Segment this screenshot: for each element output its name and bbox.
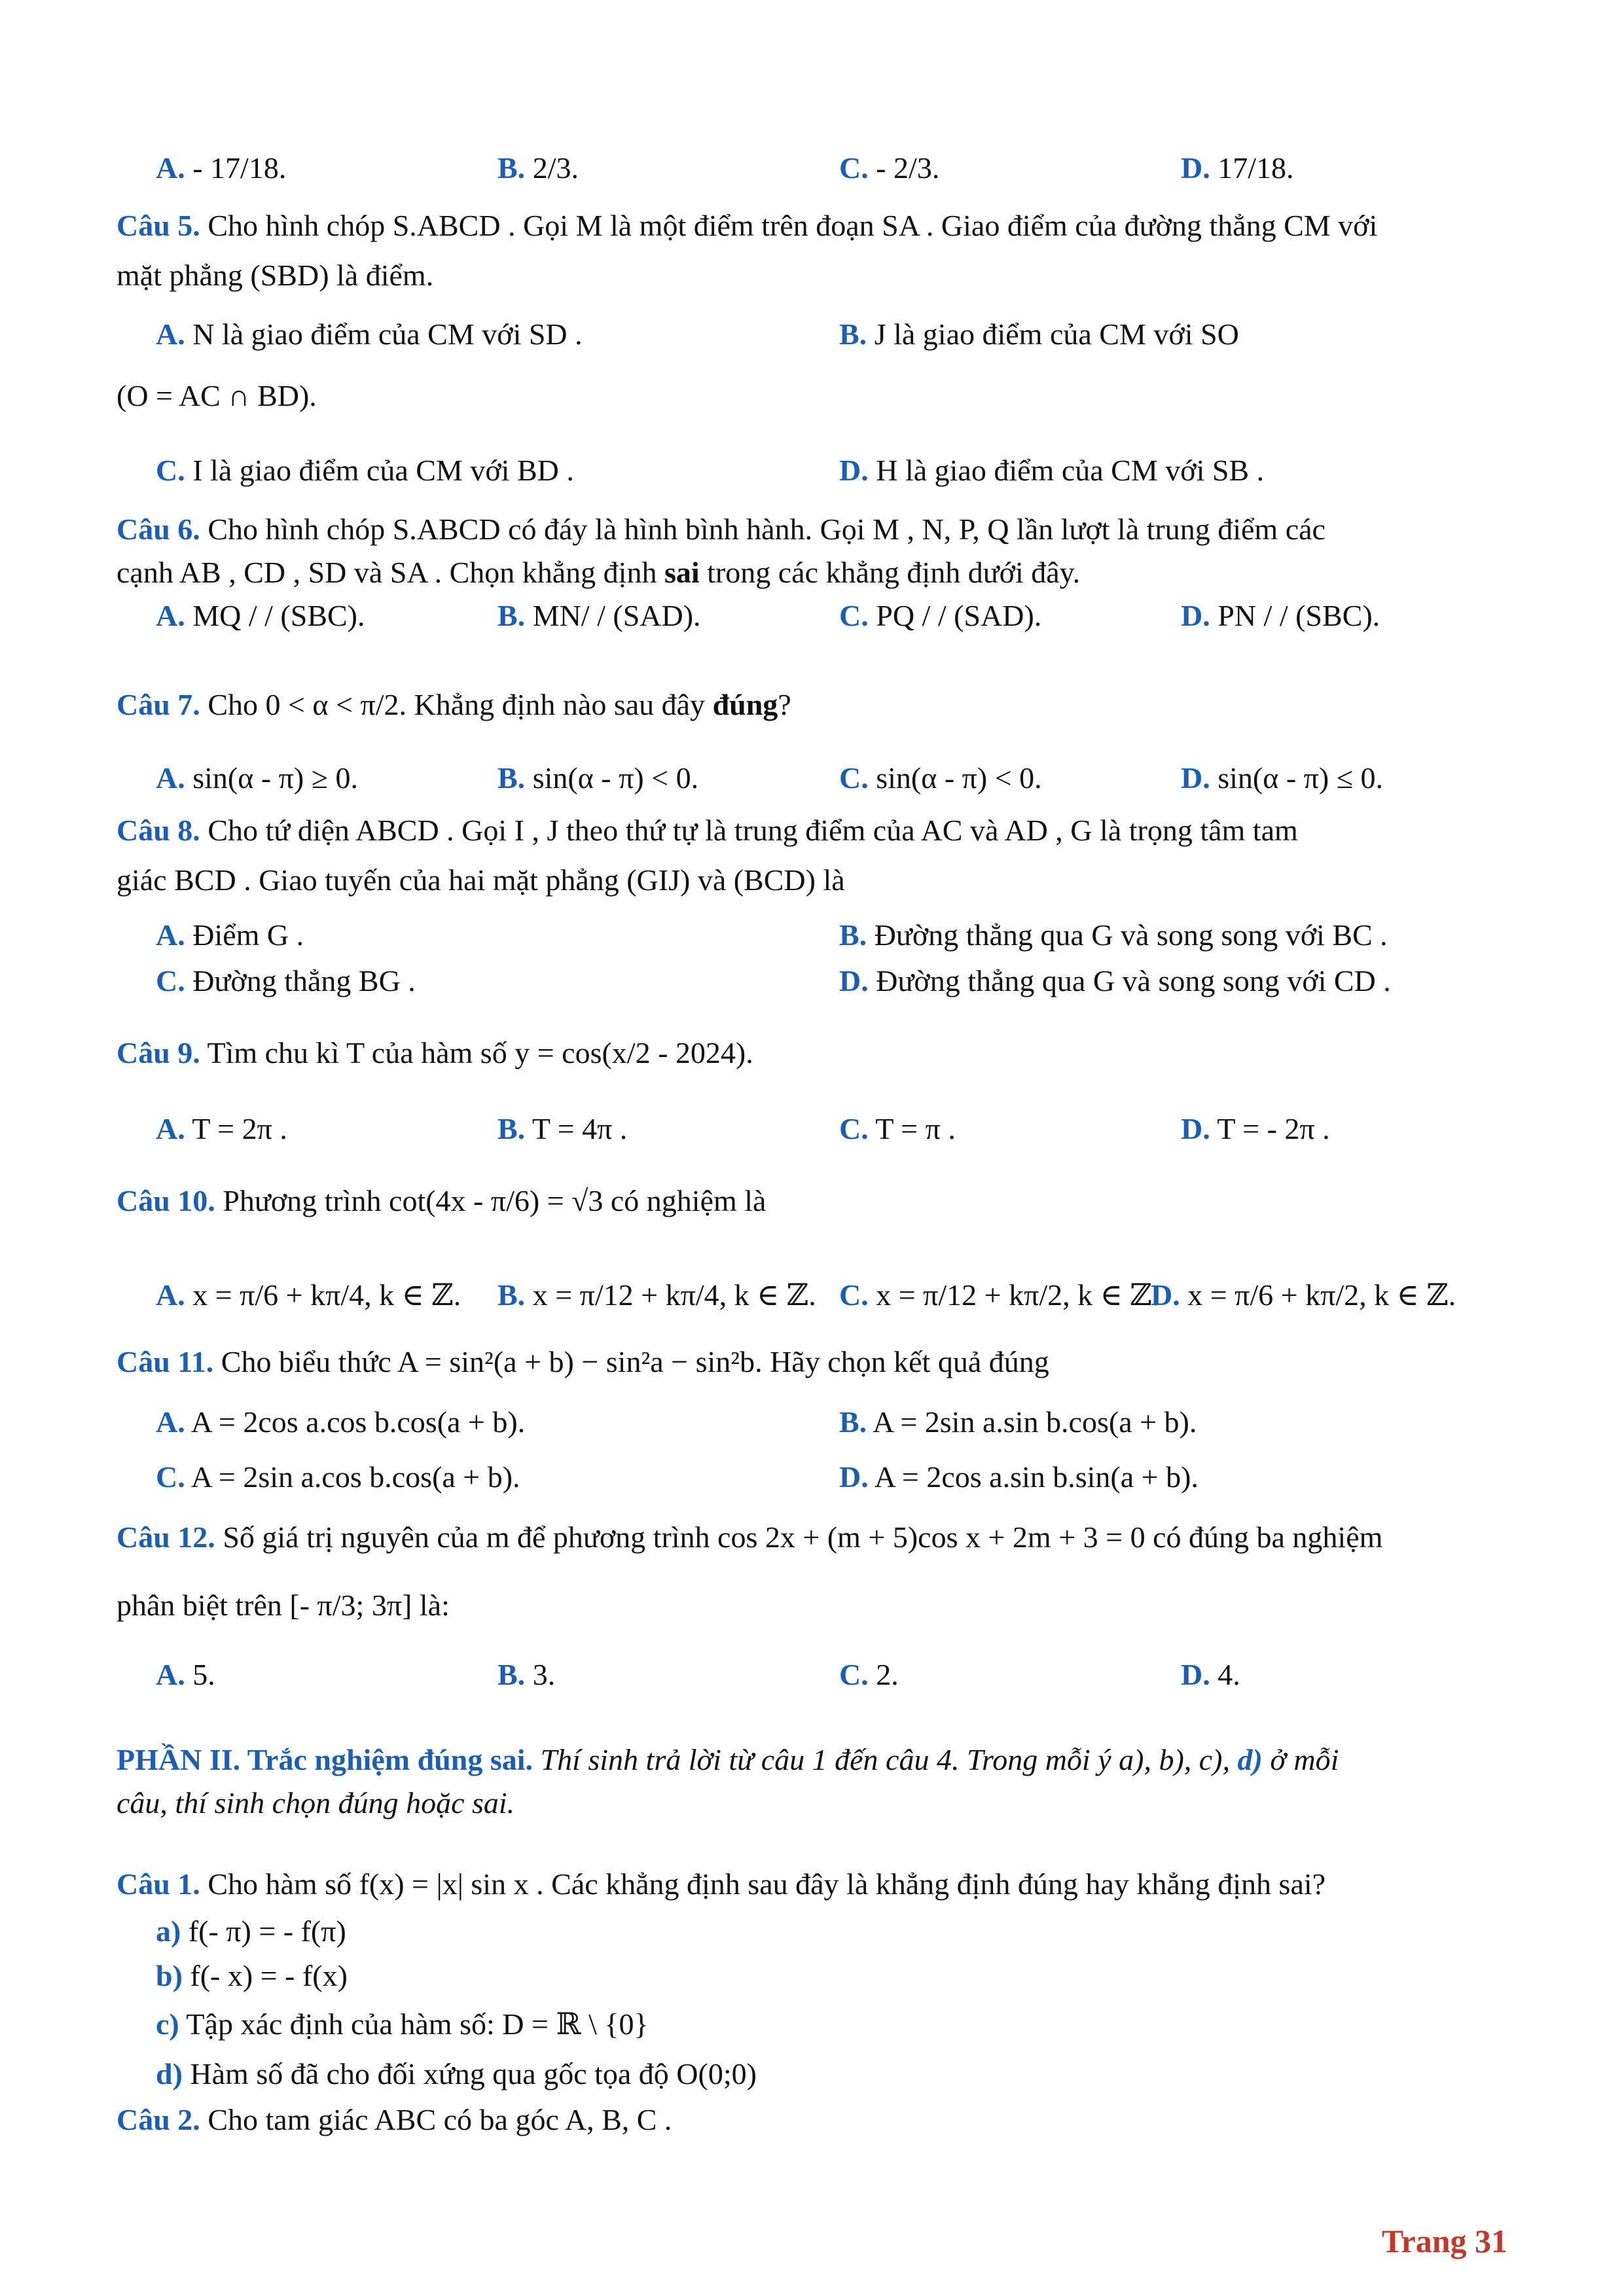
- option-text: 17/18.: [1218, 151, 1294, 185]
- emphasis: sai: [664, 556, 700, 589]
- question-text: Cho tứ diện ABCD . Gọi I , J theo thứ tự là trung điểm của AC và AD , G là trọng tâm tam: [208, 814, 1298, 847]
- option-label: A.: [156, 1658, 185, 1691]
- q11-line1: [117, 1343, 1507, 1381]
- option-label: D.: [839, 964, 869, 997]
- option-label: B.: [839, 317, 867, 351]
- q12-line1: [117, 1518, 1507, 1556]
- option-text: sin(α - π) ≥ 0.: [192, 761, 358, 795]
- option-text: x = π/12 + kπ/4, k ∈ ℤ.: [532, 1278, 816, 1312]
- option-text: Đường thẳng qua G và song song với BC .: [874, 918, 1388, 952]
- option-label: B.: [839, 918, 867, 952]
- q7-line1: [117, 686, 1507, 724]
- question-text: Cho tam giác ABC có ba góc A, B, C .: [208, 2103, 672, 2136]
- question-number: Câu 8.: [117, 814, 200, 847]
- option-text: x = π/6 + kπ/4, k ∈ ℤ.: [192, 1278, 461, 1312]
- option-label: A.: [156, 761, 185, 795]
- option-label: C.: [156, 454, 185, 487]
- option-text: 4.: [1218, 1658, 1240, 1691]
- option-label: D.: [1151, 1278, 1180, 1312]
- option-label: A.: [156, 1112, 185, 1145]
- option-text: MN/ / (SAD).: [532, 599, 701, 632]
- option-text: PQ / / (SAD).: [876, 599, 1042, 632]
- option-text: A = 2sin a.sin b.cos(a + b).: [873, 1405, 1197, 1439]
- option-label: D.: [839, 454, 869, 487]
- option-text: 5.: [192, 1658, 215, 1691]
- part2-header: [117, 1741, 1507, 1779]
- question-text: Số giá trị nguyên của m để phương trình cos 2x + (m + 5)cos x + 2m + 3 = 0 có đúng ba nghiệm: [223, 1520, 1383, 1554]
- item-label: d): [156, 2057, 183, 2090]
- option-label: D.: [1181, 599, 1210, 632]
- q8-line1: [117, 812, 1507, 850]
- option-text: sin(α - π) < 0.: [532, 761, 699, 795]
- option-label: D.: [1181, 1112, 1210, 1145]
- page-number: Trang 31: [1381, 2223, 1507, 2259]
- p2q1-item-d: [156, 2055, 1507, 2093]
- option-label: A.: [156, 1405, 185, 1439]
- q8-line2: giác BCD . Giao tuyến của hai mặt phẳng (GIJ) và (BCD) là: [117, 863, 845, 897]
- option-label: B.: [497, 1278, 526, 1312]
- option-label: D.: [839, 1460, 869, 1494]
- question-text: Tìm chu kì T của hàm số y = cos(x/2 - 2024).: [207, 1036, 753, 1069]
- text-part: trong các khẳng định dưới đây.: [699, 556, 1081, 589]
- option-text: T = - 2π .: [1217, 1112, 1330, 1145]
- question-text: Cho hình chóp S.ABCD . Gọi M là một điểm trên đoạn SA . Giao điểm của đường thẳng CM với: [208, 209, 1378, 242]
- p2q1-item-c: [156, 2005, 1507, 2043]
- item-label: a): [156, 1914, 181, 1948]
- option-text: A = 2cos a.cos b.cos(a + b).: [190, 1405, 526, 1439]
- question-number: Câu 5.: [117, 209, 200, 242]
- option-label: D.: [1181, 1658, 1210, 1691]
- option-label: A.: [156, 317, 185, 351]
- option-text: T = 4π .: [532, 1112, 628, 1145]
- p2q1-line1: [117, 1865, 1507, 1903]
- option-label: B.: [497, 761, 526, 795]
- option-text: PN / / (SBC).: [1218, 599, 1380, 632]
- q10-line1: [117, 1182, 1507, 1220]
- option-label: B.: [497, 1112, 526, 1145]
- q5-line2: mặt phẳng (SBD) là điểm.: [117, 259, 434, 292]
- option-text: A = 2cos a.sin b.sin(a + b).: [874, 1460, 1199, 1494]
- question-text: Cho hình chóp S.ABCD có đáy là hình bình hành. Gọi M , N, P, Q lần lượt là trung điểm các: [208, 512, 1326, 546]
- option-text: x = π/12 + kπ/2, k ∈ ℤ.: [876, 1278, 1160, 1312]
- option-text: I là giao điểm của CM với BD .: [192, 454, 574, 487]
- option-label: A.: [156, 1278, 185, 1312]
- option-text: N là giao điểm của CM với SD .: [192, 317, 583, 351]
- option-label: B.: [497, 151, 526, 185]
- q5-line1: [117, 207, 1507, 245]
- option-label: D.: [1181, 151, 1210, 185]
- question-number: Câu 2.: [117, 2103, 200, 2136]
- question-text: Cho hàm số f(x) = |x| sin x . Các khẳng định sau đây là khẳng định đúng hay khẳng định sai?: [208, 1867, 1326, 1901]
- question-text: Cho 0 < α < π/2. Khẳng định nào sau đây: [208, 688, 713, 721]
- option-text: T = π .: [875, 1112, 956, 1145]
- option-label: C.: [156, 964, 185, 997]
- option-label: C.: [839, 599, 869, 632]
- option-label: B.: [497, 1658, 526, 1691]
- option-label: C.: [156, 1460, 185, 1494]
- option-text: A = 2sin a.cos b.cos(a + b).: [190, 1460, 520, 1494]
- item-text: f(- x) = - f(x): [190, 1959, 348, 1992]
- option-text: Điểm G .: [192, 918, 304, 952]
- option-text: Đường thẳng qua G và song song với CD .: [876, 964, 1391, 997]
- question-number: Câu 10.: [117, 1184, 215, 1217]
- option-label: B.: [839, 1405, 867, 1439]
- option-label: A.: [156, 151, 185, 185]
- item-label: b): [156, 1959, 183, 1992]
- question-text: Phương trình cot(4x - π/6) = √3 có nghiệm là: [223, 1184, 767, 1217]
- question-number: Câu 12.: [117, 1520, 215, 1554]
- option-text: sin(α - π) ≤ 0.: [1218, 761, 1383, 795]
- question-number: Câu 7.: [117, 688, 200, 721]
- p2q1-item-b: [156, 1957, 1507, 1995]
- p2q1-item-a: [156, 1912, 1507, 1950]
- text-part: cạnh AB , CD , SD và SA . Chọn khẳng định: [117, 556, 664, 589]
- option-label: C.: [839, 1112, 869, 1145]
- option-text: H là giao điểm của CM với SB .: [876, 454, 1265, 487]
- question-text: Cho biểu thức A = sin²(a + b) − sin²a − sin²b. Hãy chọn kết quả đúng: [221, 1345, 1049, 1378]
- option-text: 2.: [876, 1658, 899, 1691]
- text-part: ?: [778, 688, 791, 721]
- option-label: C.: [839, 151, 869, 185]
- part2-desc-line2: câu, thí sinh chọn đúng hoặc sai.: [117, 1786, 515, 1820]
- option-label: A.: [156, 599, 185, 632]
- option-label: A.: [156, 918, 185, 952]
- item-text: f(- π) = - f(π): [188, 1914, 346, 1948]
- q6-line2: [117, 554, 1507, 592]
- item-label: c): [156, 2007, 179, 2041]
- option-text: MQ / / (SBC).: [192, 599, 365, 632]
- item-text: Tập xác định của hàm số: D = ℝ \ {0}: [186, 2007, 649, 2041]
- option-label: C.: [839, 1658, 869, 1691]
- question-number: Câu 6.: [117, 512, 200, 546]
- item-text: Hàm số đã cho đối xứng qua gốc tọa độ O(0;0): [190, 2057, 757, 2090]
- option-label: C.: [839, 1278, 869, 1312]
- section-title: PHẦN II. Trắc nghiệm đúng sai.: [117, 1743, 533, 1776]
- question-number: Câu 1.: [117, 1867, 200, 1901]
- question-number: Câu 9.: [117, 1036, 200, 1069]
- option-text: 3.: [532, 1658, 556, 1691]
- q9-line1: [117, 1034, 1507, 1072]
- p2q2-line1: [117, 2101, 1507, 2139]
- emphasis: đúng: [712, 688, 778, 721]
- option-text: - 17/18.: [192, 151, 287, 185]
- option-label: C.: [839, 761, 869, 795]
- q5-option-b-cont: (O = AC ∩ BD).: [117, 379, 317, 412]
- option-text: sin(α - π) < 0.: [876, 761, 1042, 795]
- option-text: x = π/6 + kπ/2, k ∈ ℤ.: [1187, 1278, 1456, 1312]
- section-desc: Thí sinh trả lời từ câu 1 đến câu 4. Trong mỗi ý a), b), c),: [533, 1743, 1238, 1776]
- option-text: Đường thẳng BG .: [192, 964, 416, 997]
- option-label: D.: [1181, 761, 1210, 795]
- option-label: B.: [497, 599, 526, 632]
- section-desc-d: d): [1237, 1743, 1263, 1776]
- option-text: 2/3.: [532, 151, 579, 185]
- question-number: Câu 11.: [117, 1345, 214, 1378]
- section-desc: ở mỗi: [1262, 1743, 1339, 1776]
- option-text: T = 2π .: [192, 1112, 287, 1145]
- q6-line1: [117, 511, 1507, 548]
- option-text: - 2/3.: [876, 151, 940, 185]
- option-text: J là giao điểm của CM với SO: [874, 317, 1239, 351]
- q12-line2: phân biệt trên [- π/3; 3π] là:: [117, 1588, 450, 1622]
